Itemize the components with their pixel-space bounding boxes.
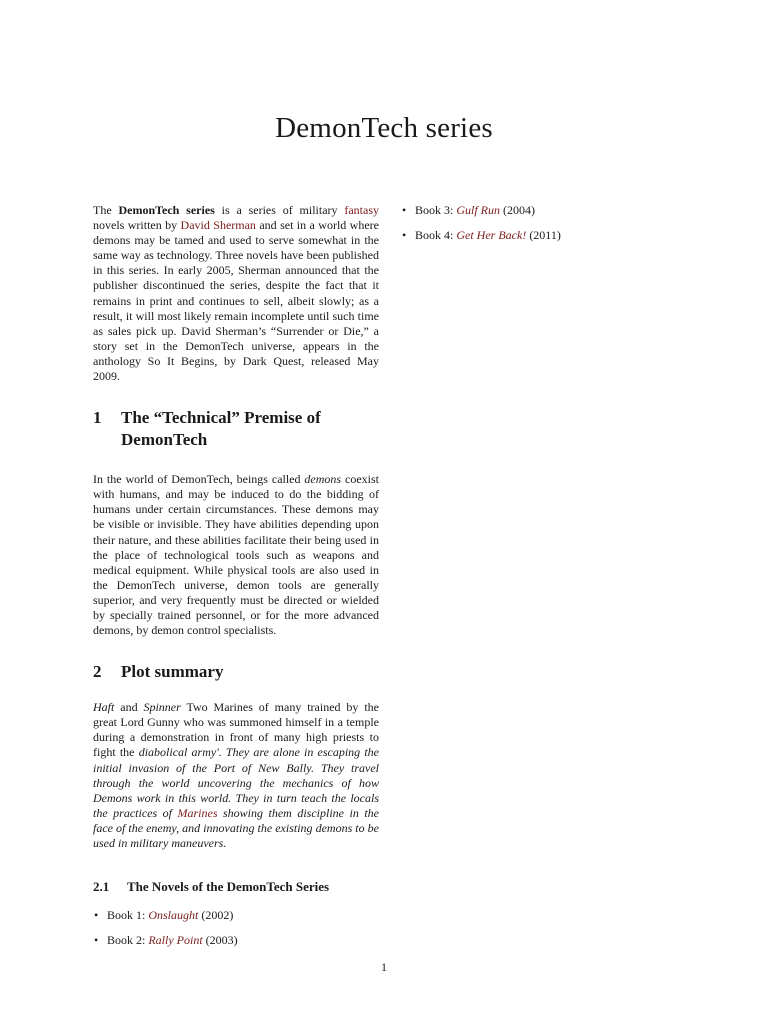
- subsection-number: 2.1: [93, 879, 110, 895]
- body-text: In the world of DemonTech, beings called: [93, 472, 305, 487]
- bullet-icon: •: [402, 228, 407, 242]
- section-2-paragraph: [93, 700, 379, 851]
- book-label: Book 4:: [415, 228, 457, 242]
- book-list-right: [401, 203, 681, 243]
- left-column: [93, 203, 379, 958]
- section-1-heading: [93, 407, 379, 451]
- david-sherman-link[interactable]: David Sherman: [180, 218, 256, 233]
- section-number: 1: [93, 408, 102, 428]
- body-text: coexist with humans, and may be induced to do the bidding of humans under certain circumstances. These demons may be visible or invisible. They have abilities depending upon their nature, and these abilities facilitate their being used in the place of technological tools such as weapons and medical equipment. While physical tools are also used in the DemonTech universe, demon tools are generally superior, and very frequently must be directed or wielded by specially trained personnel, or for the more advanced demons, by demon control specialists.: [93, 472, 379, 638]
- intro-text: is a series of military: [214, 203, 345, 217]
- intro-paragraph: [93, 203, 379, 384]
- bullet-icon: •: [94, 908, 99, 923]
- book-title-link[interactable]: Gulf Run: [456, 203, 501, 217]
- intro-text: The: [93, 203, 119, 217]
- book-label: Book 3:: [415, 203, 457, 217]
- marines-link[interactable]: Marines: [177, 805, 218, 820]
- page-title: DemonTech series: [275, 112, 493, 144]
- list-item: [93, 933, 379, 948]
- body-text: and: [114, 700, 144, 715]
- book-year: (2003): [202, 933, 238, 948]
- subsection-title: The Novels of the DemonTech Series: [127, 879, 330, 895]
- italic-term: demons: [304, 472, 342, 487]
- page-number: 1: [381, 960, 387, 974]
- intro-text: novels written by: [93, 218, 181, 233]
- book-title-link[interactable]: Rally Point: [148, 933, 203, 948]
- section-1-paragraph: [93, 472, 379, 638]
- subsection-2-1-heading: [93, 878, 379, 895]
- italic-term: Spinner: [143, 700, 181, 715]
- book-year: (2002): [198, 908, 234, 923]
- intro-text: and set in a world where demons may be tamed and used to serve somewhat in the same way as technology. Three novels have been published in this series. In early 2005, Sherman announced that the publisher discontinued the series, despite the fact that it remains in print and continues to sell, albeit slowly; as a result, it will most likely remain incomplete until such time as sales pick up. David Sherman’s “Surrender or Die,” a story set in the DemonTech universe, appears in the anthology So It Begins, by Dark Quest, released May 2009.: [93, 218, 379, 384]
- bullet-icon: •: [402, 203, 407, 217]
- fantasy-link[interactable]: fantasy: [344, 203, 379, 217]
- book-year: (2004): [500, 203, 536, 217]
- list-item: [93, 908, 379, 923]
- book-title-link[interactable]: Onslaught: [148, 908, 199, 923]
- list-item: [401, 228, 681, 243]
- book-title-link[interactable]: Get Her Back!: [456, 228, 527, 242]
- body-text: Two Marines of many trained by the great Lord Gunny who was summoned himself in a temple during a demonstration in front of many high priests to fight the: [93, 700, 379, 760]
- italic-text: showing them discipline in the face of the enemy, and innovating the existing demons to be used in military maneuvers.: [93, 805, 379, 850]
- italic-text: diabolical army'. They are alone in escaping the initial invasion of the Port of New Bally. They travel through the world uncovering the mechanics of how Demons work in this world. They in turn teach the locals the practices of: [93, 745, 380, 820]
- intro-bold-term: DemonTech series: [118, 203, 215, 217]
- list-item: [401, 203, 681, 218]
- section-title: The “Technical” Premise of DemonTech: [121, 408, 321, 450]
- book-label: Book 1:: [107, 908, 149, 923]
- book-label: Book 2:: [107, 933, 149, 948]
- italic-term: Haft: [93, 700, 115, 715]
- section-number: 2: [93, 662, 102, 682]
- bullet-icon: •: [94, 933, 99, 948]
- book-list-left: [93, 908, 379, 948]
- section-title: Plot summary: [121, 662, 224, 682]
- right-column: [401, 203, 681, 253]
- section-2-heading: [93, 661, 379, 683]
- book-year: (2011): [526, 228, 561, 242]
